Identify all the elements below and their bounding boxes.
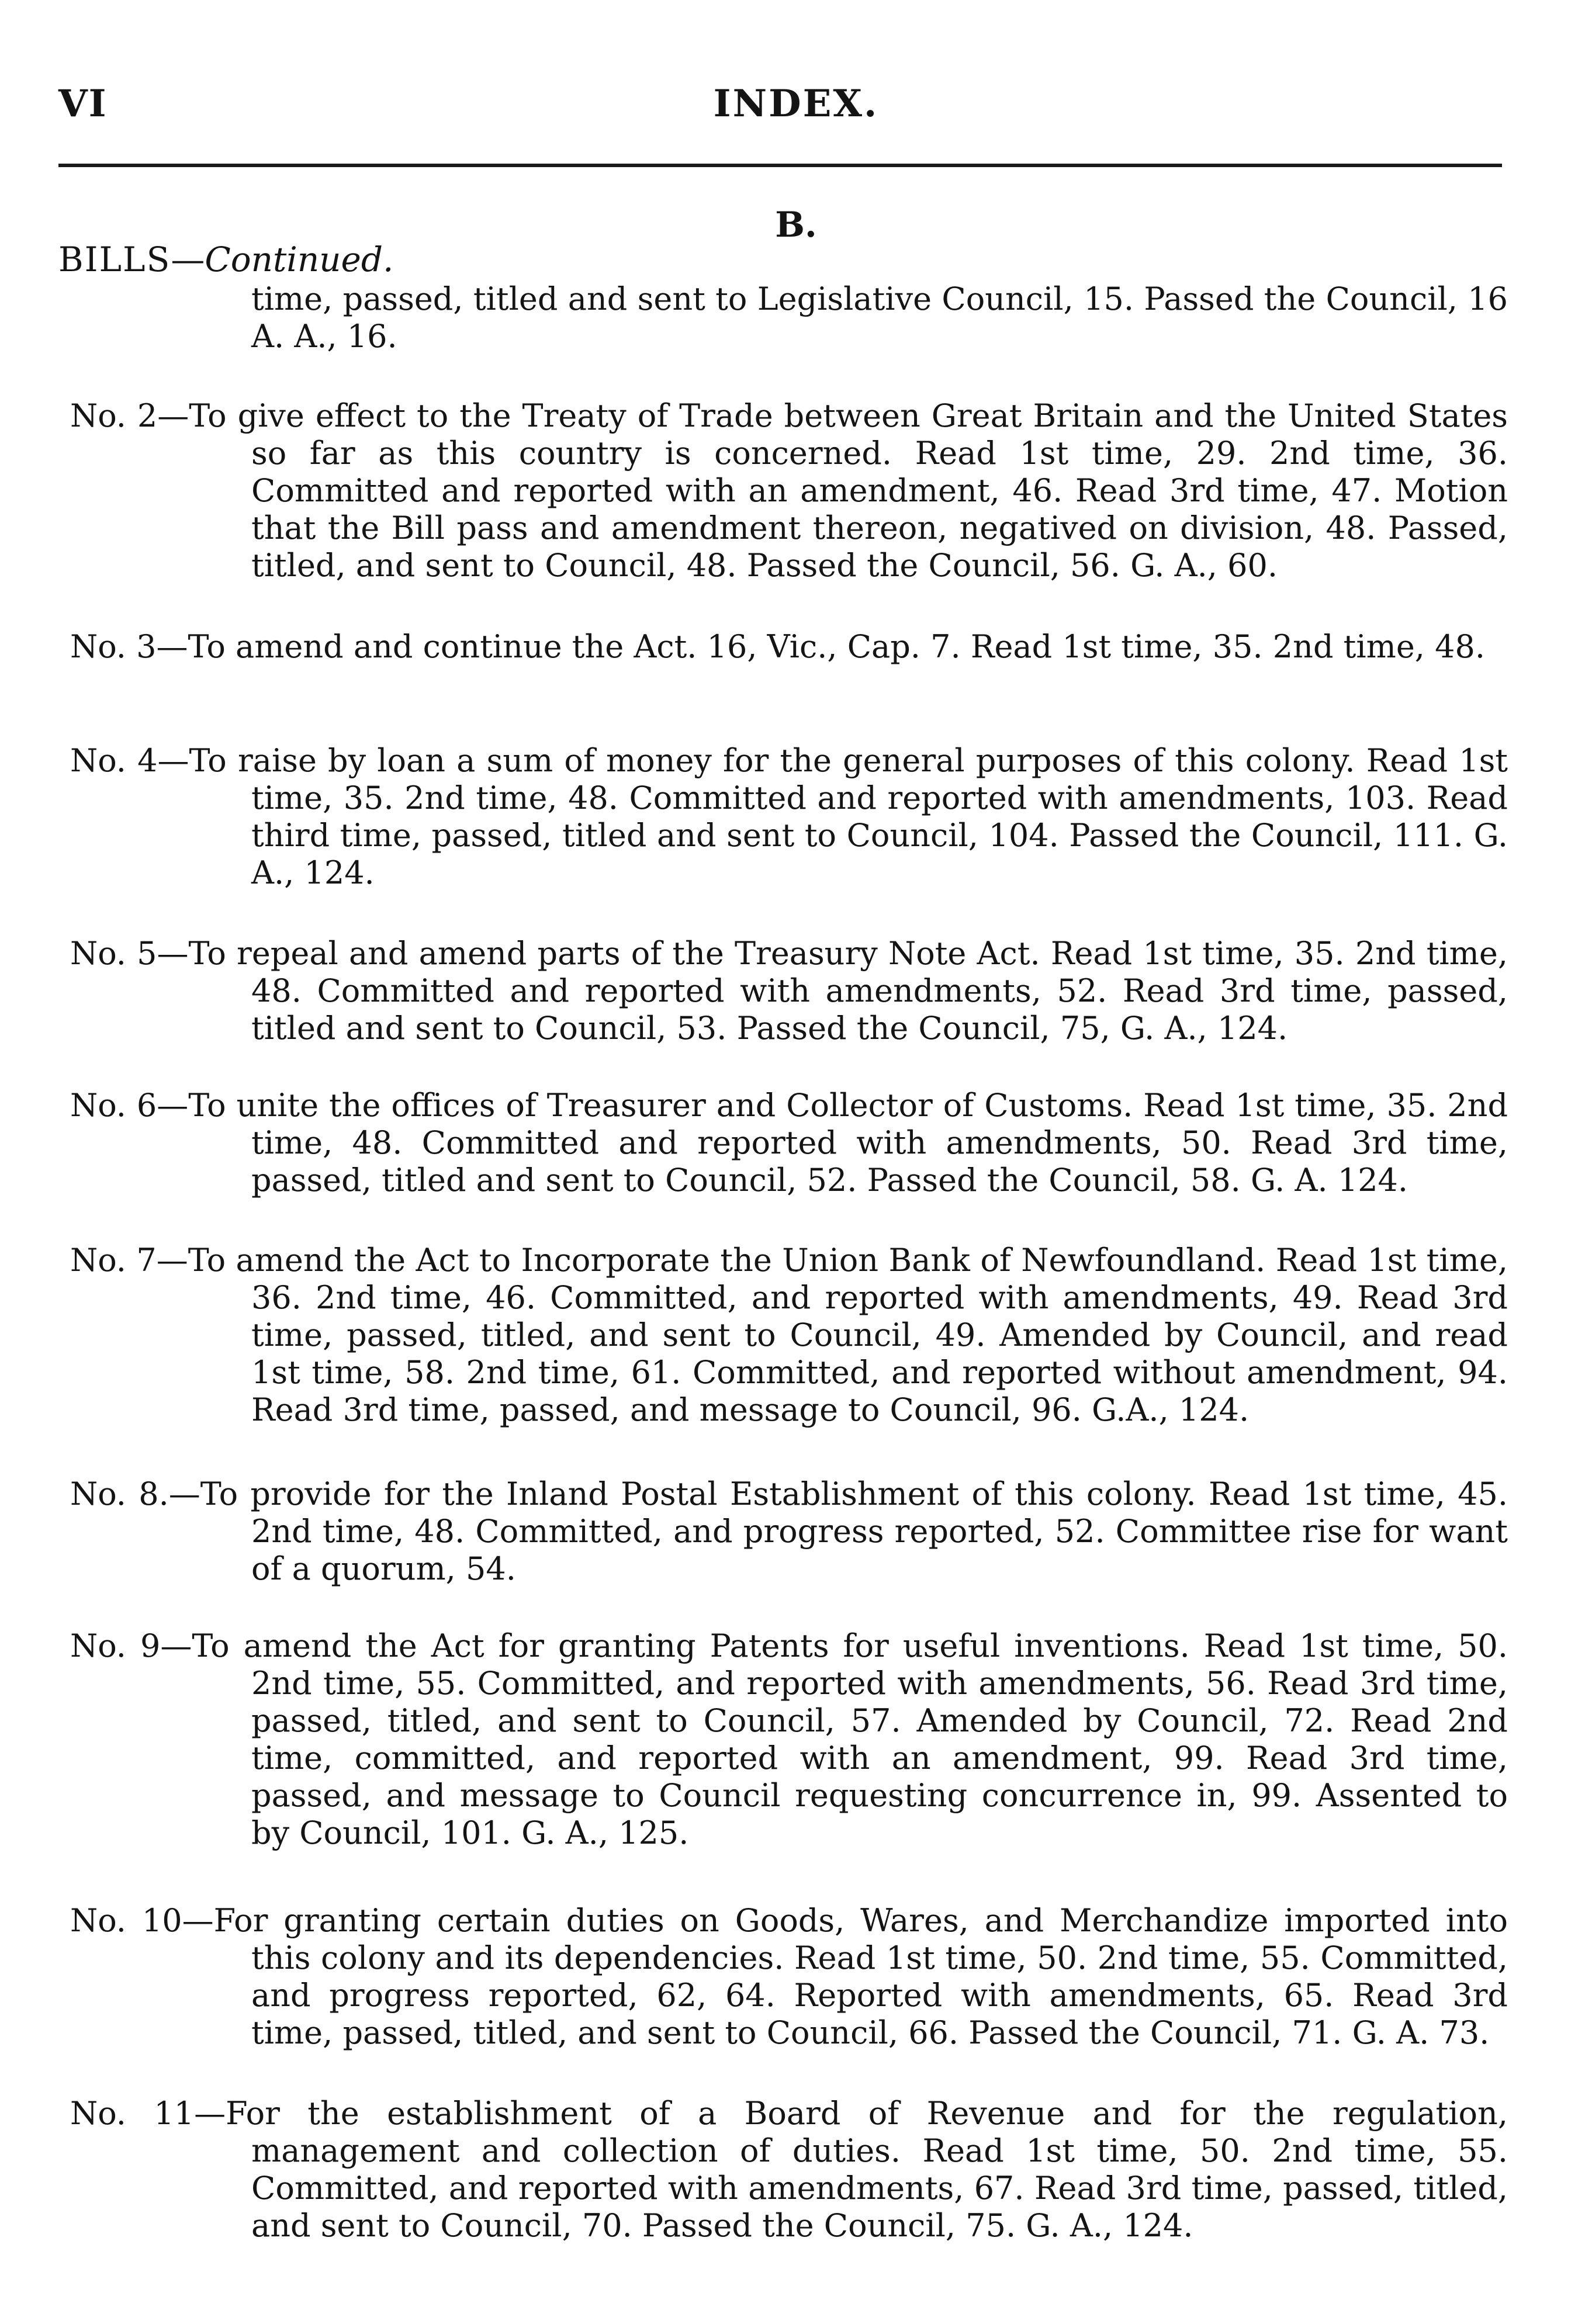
entry-text: —To raise by loan a sum of money for the general purposes of this colony. Read 1st time, 35. 2nd time, 48. Committed and reported with amendments, 103. Read third time, passed, titled and sent to Council, 104. Passed the Council, 111. G. A., 124.: [157, 742, 1508, 891]
entry-text: —To amend the Act for granting Patents for useful inventions. Read 1st time, 50. 2nd time, 55. Committed, and reported with amendments, 56. Read 3rd time, passed, titled, and sent to Council, 57. Amended by Council, 72. Read 2nd time, committed, and reported with an amendment, 99. Read 3rd time, passed, and message to Council requesting concurrence in, 99. Assented to by Council, 101. G. A., 125.: [160, 1627, 1508, 1851]
entry-number: No. 8.: [70, 1476, 169, 1512]
entry-number: No. 5: [70, 935, 157, 972]
entry-number: No. 9: [70, 1627, 161, 1664]
entry-number: No. 2: [70, 397, 158, 434]
section-heading: [58, 240, 393, 279]
heading-word: BILLS: [58, 240, 171, 279]
index-entry: [70, 935, 1508, 1047]
entry-text: —To give effect to the Treaty of Trade between Great Britain and the United States so far as this country is concerned. Read 1st time, 29. 2nd time, 36. Committed and reported with an amendment, 46. Read 3rd time, 47. Motion that the Bill pass and amendment thereon, negatived on division, 48. Passed, titled, and sent to Council, 48. Passed the Council, 56. G. A., 60.: [157, 397, 1508, 584]
index-entry: [70, 1242, 1508, 1429]
index-entry: [70, 1902, 1508, 2052]
entry-text: —To repeal and amend parts of the Treasury Note Act. Read 1st time, 35. 2nd time, 48. Committed and reported with amendments, 52. Read 3rd time, passed, titled and sent to Council, 53. Passed the Council, 75, G. A., 124.: [157, 935, 1508, 1047]
index-entry: [70, 742, 1508, 892]
entry-text: —For the establishment of a Board of Revenue and for the regulation, management and collection of duties. Read 1st time, 50. 2nd time, 55. Committed, and reported with amendments, 67. Read 3rd time, passed, titled, and sent to Council, 70. Passed the Council, 75. G. A., 124.: [194, 2095, 1508, 2244]
header-rule: [58, 164, 1502, 167]
entry-number: No. 3: [70, 628, 157, 665]
entry-text: —To amend the Act to Incorporate the Union Bank of Newfoundland. Read 1st time, 36. 2nd time, 46. Committed, and reported with amendments, 49. Read 3rd time, passed, titled, and sent to Council, 49. Amended by Council, and read 1st time, 58. 2nd time, 61. Committed, and reported without amendment, 94. Read 3rd time, passed, and message to Council, 96. G.A., 124.: [156, 1242, 1508, 1428]
page-number: VI: [58, 82, 108, 126]
section-letter: B.: [775, 205, 817, 245]
heading-continued: Continued.: [205, 240, 394, 279]
entry-text: —To amend and continue the Act. 16, Vic., Cap. 7. Read 1st time, 35. 2nd time, 48.: [156, 628, 1486, 665]
entry-number: No. 7: [70, 1242, 157, 1279]
continuation-text: time, passed, titled and sent to Legislative Council, 15. Passed the Council, 16 A. A., 16.: [251, 280, 1508, 355]
entry-text: —For granting certain duties on Goods, Wares, and Merchandize imported into this colony and its dependencies. Read 1st time, 50. 2nd time, 55. Committed, and progress reported, 62, 64. Reported with amendments, 65. Read 3rd time, passed, titled, and sent to Council, 66. Passed the Council, 71. G. A. 73.: [182, 1902, 1508, 2051]
entry-text: —To unite the offices of Treasurer and Collector of Customs. Read 1st time, 35. 2nd time, 48. Committed and reported with amendments, 50. Read 3rd time, passed, titled and sent to Council, 52. Passed the Council, 58. G. A. 124.: [157, 1087, 1508, 1199]
heading-dash: —: [171, 240, 205, 279]
index-entry: [70, 1476, 1508, 1588]
running-title: INDEX.: [713, 82, 879, 126]
index-entry: [70, 2095, 1508, 2245]
entry-number: No. 6: [70, 1087, 157, 1124]
entry-number: No. 4: [70, 742, 158, 779]
entry-text: —To provide for the Inland Postal Establishment of this colony. Read 1st time, 45. 2nd time, 48. Committed, and progress reported, 52. Committee rise for want of a quorum, 54.: [168, 1476, 1508, 1587]
index-entry: [70, 1627, 1508, 1852]
index-entry: [70, 1087, 1508, 1199]
entry-number: No. 11: [70, 2095, 195, 2132]
index-entry: [70, 397, 1508, 584]
index-entry: [70, 628, 1508, 666]
entry-number: No. 10: [70, 1902, 182, 1939]
